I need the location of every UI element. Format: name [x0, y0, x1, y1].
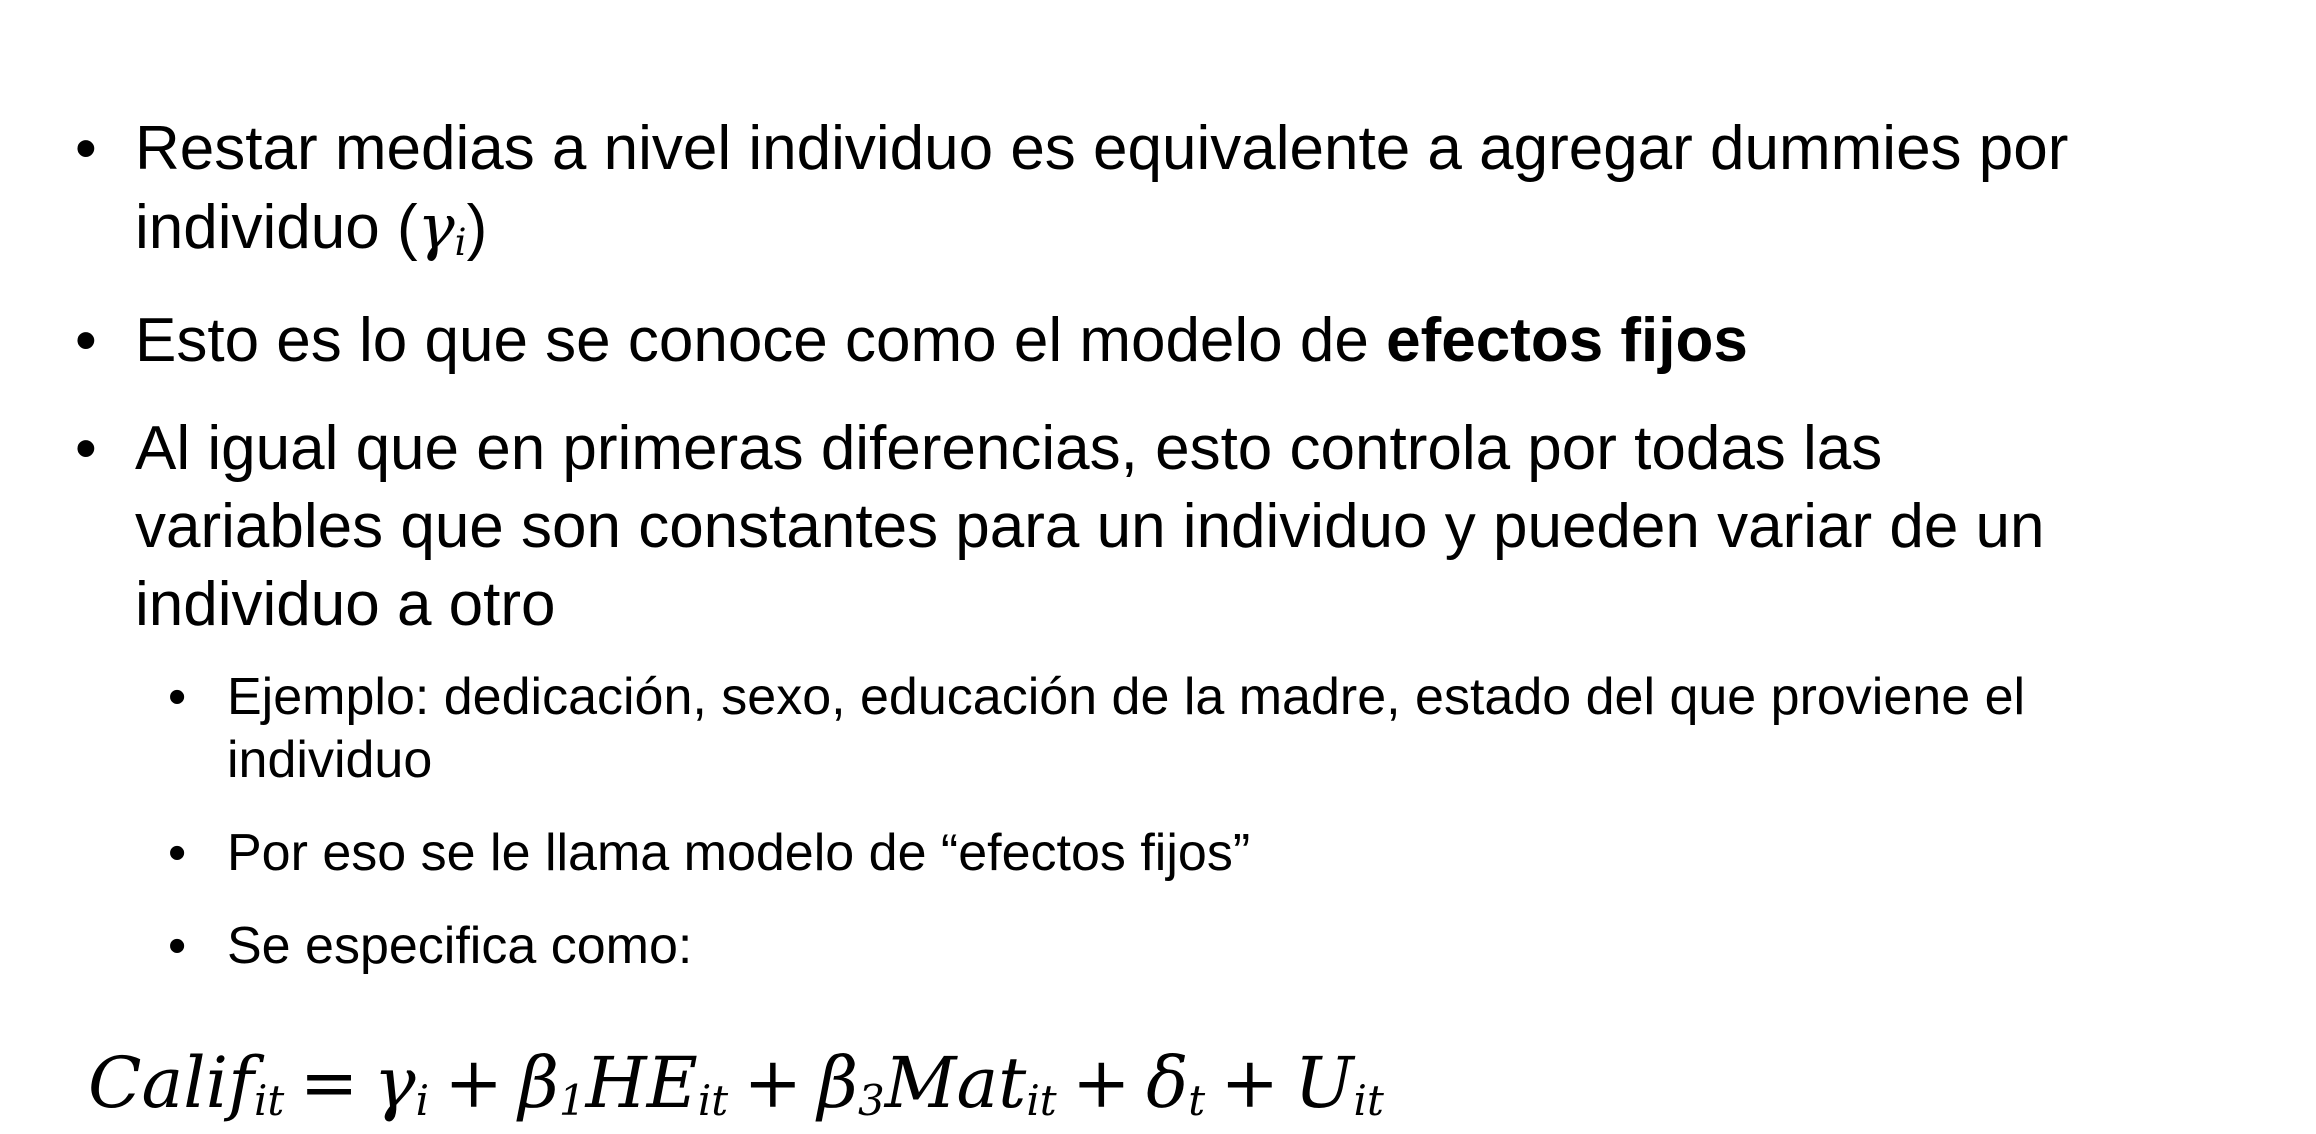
formula-operator-plus: + — [1072, 1042, 1131, 1124]
formula-term-gamma — [374, 1042, 429, 1124]
bullet-item-efectos-fijos — [75, 302, 2276, 380]
sub-bullet-item-por-eso — [168, 822, 2276, 885]
bullet-text — [135, 302, 2276, 380]
formula-term-mat — [885, 1042, 1057, 1124]
bullet2-line — [135, 302, 2276, 380]
formula-operator-plus: + — [1220, 1042, 1280, 1124]
formula-operator-plus: + — [743, 1042, 803, 1124]
formula-term-beta3 — [818, 1042, 885, 1124]
term-subscript: it — [697, 1076, 729, 1126]
gamma-symbol: γ — [417, 190, 455, 263]
formula-term-u — [1295, 1042, 1384, 1124]
bullet1-line2-prefix-text: individuo ( — [135, 193, 418, 262]
formula-term-beta1 — [518, 1042, 585, 1124]
term-base: β — [518, 1042, 559, 1124]
bullet-text — [227, 822, 2276, 885]
fixed-effects-equation — [75, 1040, 2276, 1126]
term-base: δ — [1146, 1042, 1189, 1124]
term-base: Calif — [88, 1042, 254, 1124]
formula-term-he — [586, 1042, 728, 1124]
bullet-marker: • — [75, 414, 97, 483]
gamma-i-symbol — [418, 190, 467, 263]
bullet-text — [135, 110, 2276, 267]
formula-term-calif — [88, 1042, 284, 1124]
term-base: β — [817, 1042, 859, 1124]
term-subscript: i — [415, 1076, 430, 1126]
bullet-marker: • — [168, 824, 187, 882]
sub-bullet-list — [168, 666, 2276, 978]
term-base: U — [1294, 1042, 1354, 1124]
sub2-text: Por eso se le llama modelo de “efectos fijos” — [227, 824, 1251, 882]
term-subscript: it — [1353, 1076, 1384, 1126]
bullet2-bold-text: efectos fijos — [1386, 306, 1748, 375]
term-subscript: it — [1026, 1076, 1057, 1126]
bullet-text — [135, 410, 2276, 644]
formula-term-delta — [1146, 1042, 1205, 1124]
sub1-line1-text: Ejemplo: dedicación, sexo, educación de la madre, estado del que proviene el — [227, 668, 2026, 726]
gamma-subscript: i — [454, 219, 467, 264]
bullet1-line2-suffix-text: ) — [466, 193, 488, 262]
term-subscript: 1 — [558, 1076, 586, 1126]
bullet-marker: • — [168, 668, 187, 726]
bullet1-line1-text: Restar medias a nivel individuo es equivalente a agregar dummies por — [135, 114, 2069, 183]
term-subscript: it — [253, 1076, 285, 1126]
bullet-text — [227, 666, 2276, 792]
sub-bullet-item-ejemplo — [168, 666, 2276, 792]
sub1-line2-text: individuo — [227, 731, 433, 789]
sub3-text: Se especifica como: — [227, 917, 693, 975]
bullet2-normal-text: Esto es lo que se conoce como el modelo de — [135, 306, 1387, 375]
formula-operator-plus: + — [444, 1042, 504, 1124]
term-base: HE — [585, 1042, 698, 1124]
term-subscript: t — [1188, 1076, 1206, 1126]
term-base: γ — [373, 1042, 416, 1124]
bullet-text — [227, 915, 2276, 978]
formula-operator-equals: = — [299, 1042, 359, 1124]
bullet3-line1-text: Al igual que en primeras diferencias, esto controla por todas las — [135, 414, 1883, 483]
bullet-item-primeras-diferencias — [75, 410, 2276, 644]
bullet-marker: • — [75, 114, 97, 183]
sub-bullet-item-se-especifica — [168, 915, 2276, 978]
bullet3-line2-text: variables que son constantes para un individuo y pueden variar de un — [135, 492, 2045, 561]
bullet1-line2 — [135, 188, 2276, 267]
bullet-marker: • — [168, 917, 187, 975]
bullet-item-restar-medias — [75, 110, 2276, 267]
bullet3-line3-text: individuo a otro — [135, 570, 556, 639]
term-subscript: 3 — [858, 1076, 885, 1126]
term-base: Mat — [884, 1042, 1027, 1124]
bullet-marker: • — [75, 306, 97, 375]
